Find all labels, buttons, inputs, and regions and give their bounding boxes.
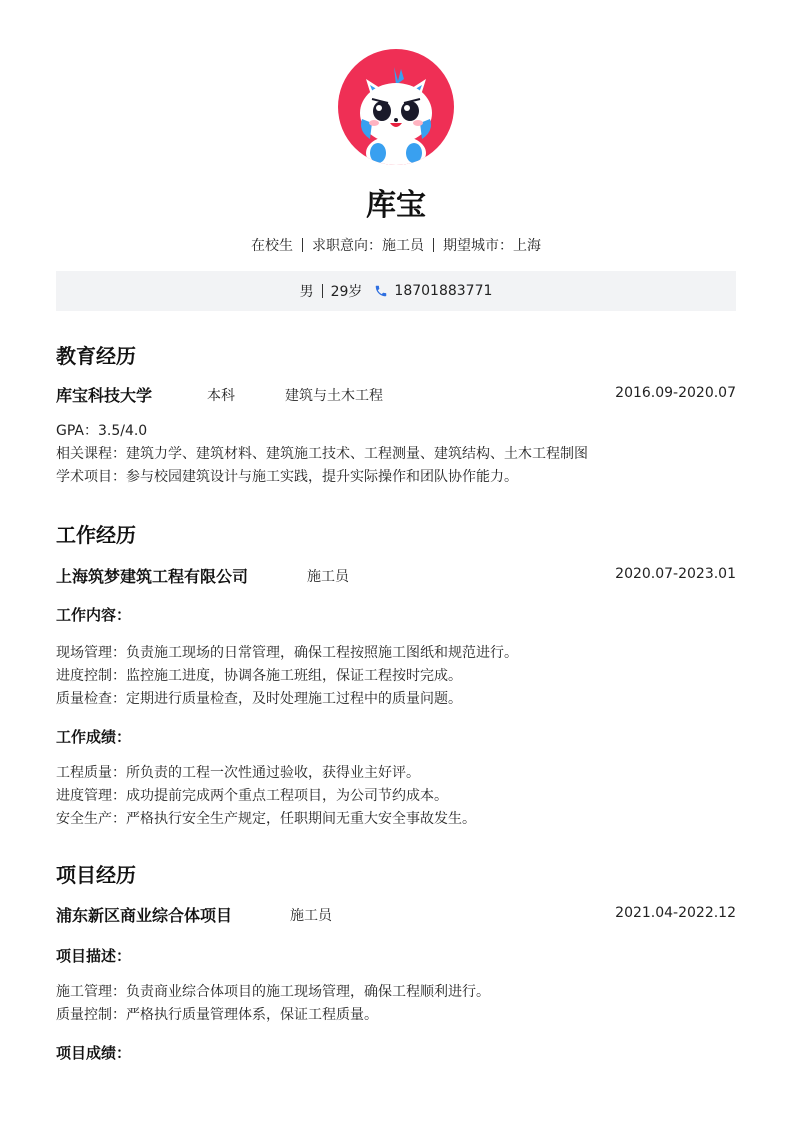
list-item: 质量控制：严格执行质量管理体系，保证工程质量。 (56, 1007, 378, 1023)
list-item: 进度控制：监控施工进度，协调各施工班组，保证工程按时完成。 (56, 668, 462, 684)
divider (302, 238, 303, 252)
academic-project-line: 学术项目：参与校园建筑设计与施工实践，提升实际操作和团队协作能力。 (56, 469, 518, 485)
work-role: 施工员 (307, 569, 349, 585)
divider (433, 238, 434, 252)
project-row (56, 903, 736, 925)
company-name: 上海筑梦建筑工程有限公司 (56, 567, 249, 586)
work-content-title: 工作内容： (56, 606, 132, 624)
gpa-line: GPA：3.5/4.0 (56, 423, 148, 439)
education-section-title: 教育经历 (56, 344, 136, 368)
gender: 男 (299, 284, 314, 300)
work-section-title: 工作经历 (56, 523, 136, 547)
job-intent: 求职意向：施工员 (312, 238, 424, 254)
list-item: 现场管理：负责施工现场的日常管理，确保工程按照施工图纸和规范进行。 (56, 645, 518, 661)
major: 建筑与土木工程 (285, 388, 383, 404)
work-achievement-title: 工作成绩： (56, 728, 132, 746)
list-item: 安全生产：严格执行安全生产规定，任职期间无重大安全事故发生。 (56, 811, 476, 827)
project-date: 2021.04-2022.12 (615, 905, 736, 921)
expected-city: 期望城市：上海 (443, 238, 541, 254)
avatar (338, 49, 454, 165)
project-name: 浦东新区商业综合体项目 (56, 906, 233, 925)
education-row (56, 383, 736, 405)
work-row (56, 564, 736, 586)
student-status: 在校生 (251, 238, 293, 254)
list-item: 工程质量：所负责的工程一次性通过验收，获得业主好评。 (56, 765, 420, 781)
candidate-name: 库宝 (366, 188, 426, 223)
phone-number: 18701883771 (394, 283, 493, 299)
cat-mascot-avatar (338, 49, 454, 165)
list-item: 施工管理：负责商业综合体项目的施工现场管理，确保工程顺利进行。 (56, 984, 490, 1000)
project-section-title: 项目经历 (56, 863, 136, 887)
school-name: 库宝科技大学 (56, 386, 153, 405)
divider (322, 284, 323, 298)
degree: 本科 (207, 388, 235, 404)
phone-icon (374, 284, 388, 298)
education-date: 2016.09-2020.07 (615, 385, 736, 401)
project-desc-title: 项目描述： (56, 947, 132, 965)
list-item: 进度管理：成功提前完成两个重点工程项目，为公司节约成本。 (56, 788, 448, 804)
work-date: 2020.07-2023.01 (615, 566, 736, 582)
list-item: 质量检查：定期进行质量检查，及时处理施工过程中的质量问题。 (56, 691, 462, 707)
age: 29岁 (330, 284, 363, 300)
project-role: 施工员 (290, 908, 332, 924)
job-intent-line (0, 235, 792, 255)
project-achievement-title: 项目成绩： (56, 1044, 132, 1062)
courses-line: 相关课程：建筑力学、建筑材料、建筑施工技术、工程测量、建筑结构、土木工程制图 (56, 446, 588, 462)
contact-bar (56, 271, 736, 311)
